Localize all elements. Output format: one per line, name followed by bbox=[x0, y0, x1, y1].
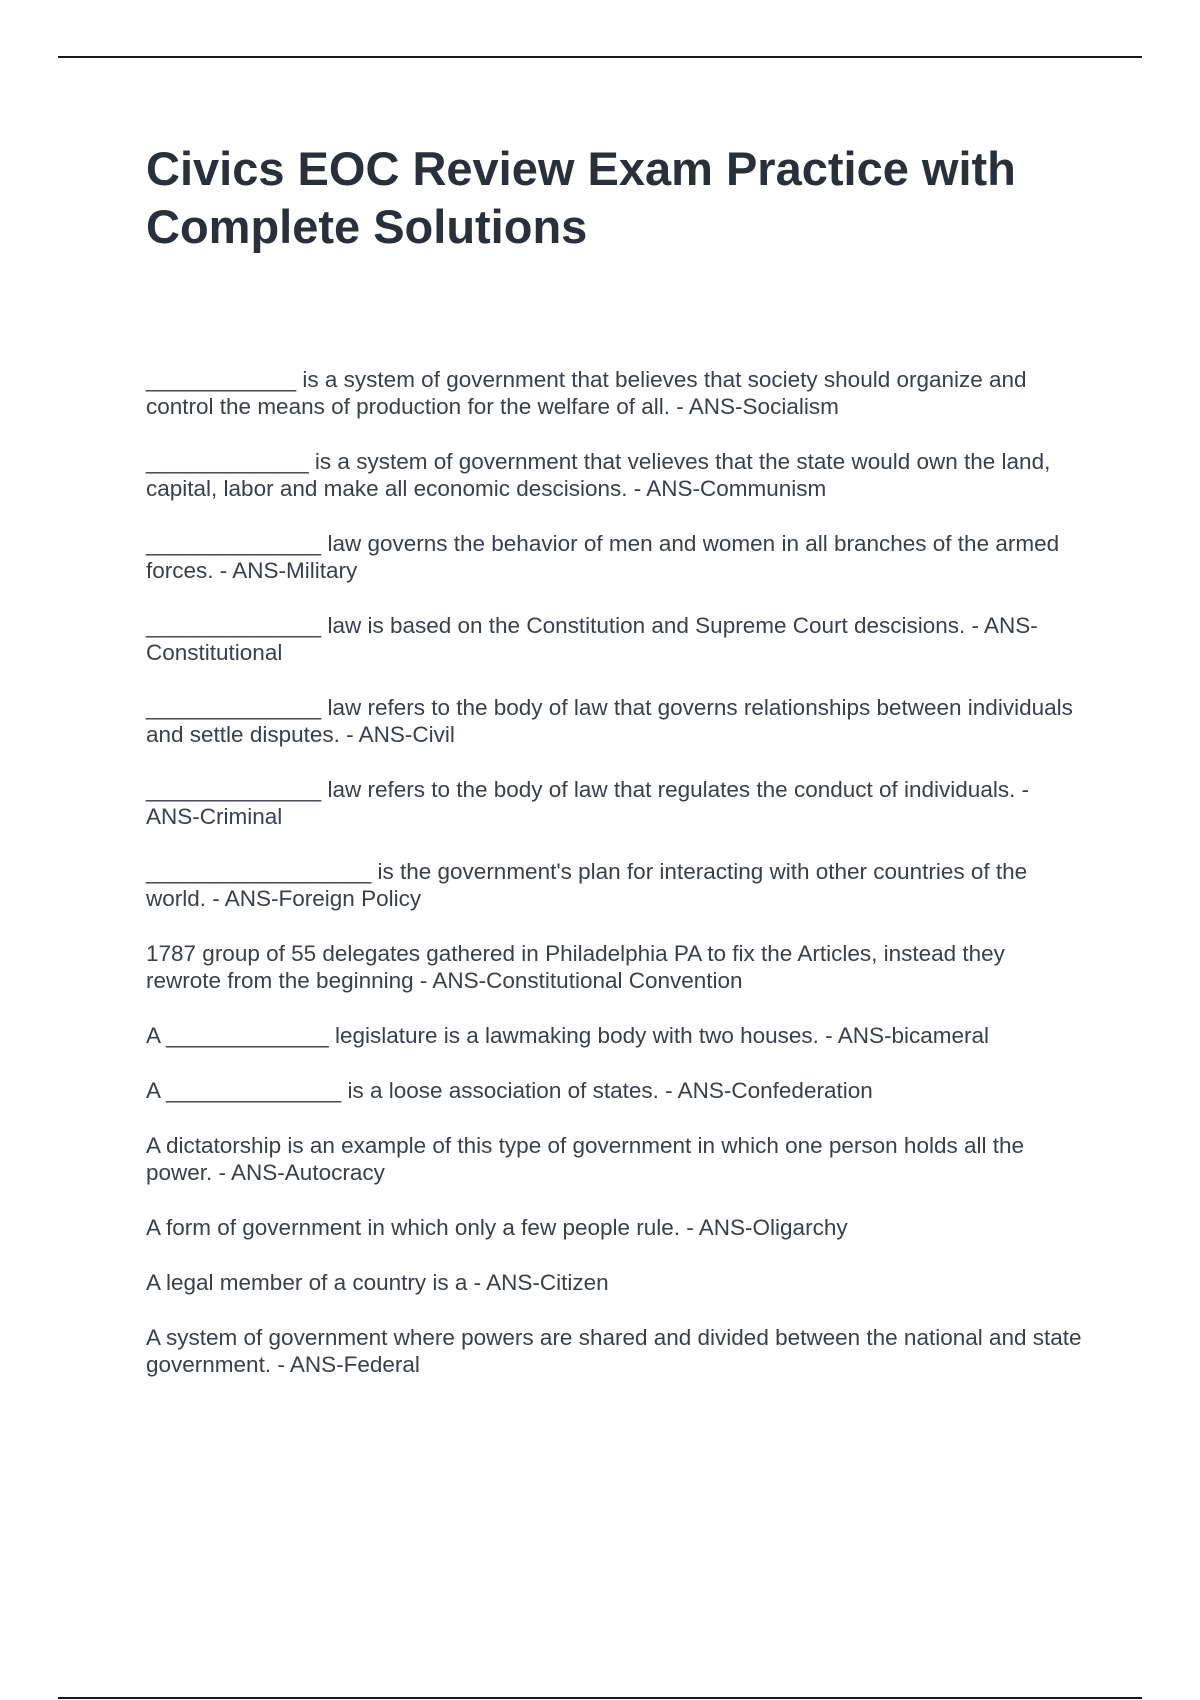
qa-item: A ______________ is a loose association of states. - ANS-Confederation bbox=[146, 1078, 873, 1103]
qa-item: ____________ is a system of government that believes that society should organize and control the means of production for the welfare of all. - ANS-Socialism bbox=[146, 367, 1027, 419]
qa-item: ______________ law is based on the Constitution and Supreme Court descisions. - ANS-Constitutional bbox=[146, 613, 1038, 665]
top-rule bbox=[58, 56, 1142, 58]
qa-item: A dictatorship is an example of this type of government in which one person holds all the power. - ANS-Autocracy bbox=[146, 1133, 1025, 1185]
qa-item: ______________ law refers to the body of law that governs relationships between individuals and settle disputes. - ANS-Civil bbox=[146, 695, 1073, 747]
qa-item: A _____________ legislature is a lawmaking body with two houses. - ANS-bicameral bbox=[146, 1023, 989, 1048]
document-title: Civics EOC Review Exam Practice with Complete Solutions bbox=[146, 142, 1016, 253]
qa-list bbox=[146, 366, 1086, 1406]
qa-item: ______________ law governs the behavior of men and women in all branches of the armed forces. - ANS-Military bbox=[146, 531, 1060, 583]
bottom-rule bbox=[58, 1697, 1142, 1699]
qa-item: 1787 group of 55 delegates gathered in Philadelphia PA to fix the Articles, instead they rewrote from the beginning - ANS-Constitutional Convention bbox=[146, 941, 1005, 993]
qa-item: _____________ is a system of government that velieves that the state would own the land, capital, labor and make all economic descisions. - ANS-Communism bbox=[146, 449, 1051, 501]
qa-item: A legal member of a country is a - ANS-Citizen bbox=[146, 1270, 609, 1295]
qa-item: ______________ law refers to the body of law that regulates the conduct of individuals. - ANS-Criminal bbox=[146, 777, 1030, 829]
qa-item: __________________ is the government's plan for interacting with other countries of the world. - ANS-Foreign Policy bbox=[146, 859, 1028, 911]
qa-item: A form of government in which only a few people rule. - ANS-Oligarchy bbox=[146, 1215, 848, 1240]
qa-item: A system of government where powers are shared and divided between the national and state government. - ANS-Federal bbox=[146, 1325, 1082, 1377]
